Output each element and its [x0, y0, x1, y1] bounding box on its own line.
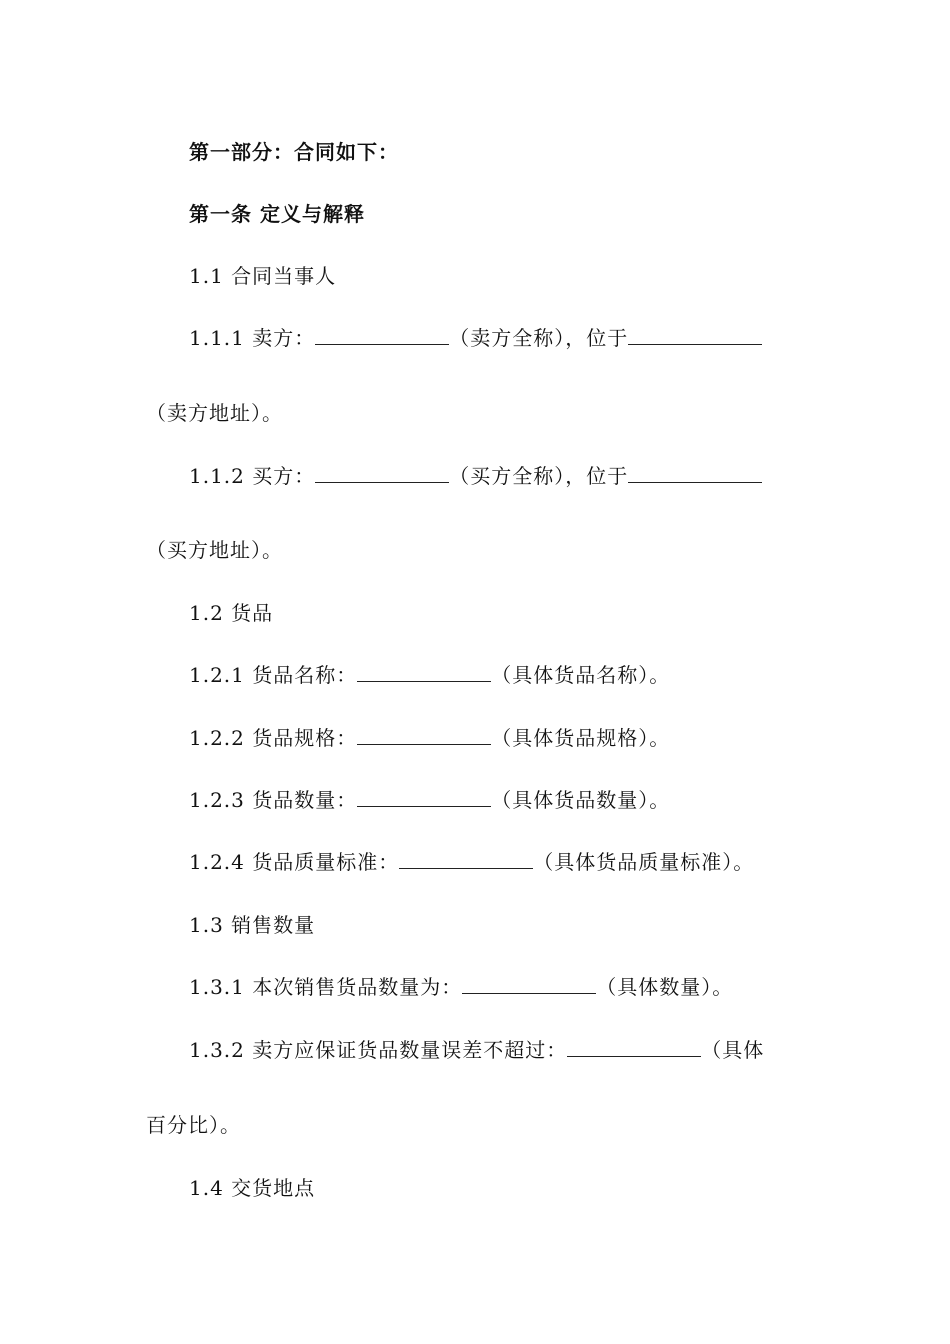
goods-name-blank[interactable] [357, 663, 491, 682]
clause-1-1-2 [189, 464, 762, 488]
clause-1-1-1-middle: （卖方全称），位于 [449, 326, 629, 350]
section-1-1: 1.1 合同当事人 [189, 264, 337, 288]
section-1-3: 1.3 销售数量 [189, 913, 316, 937]
clause-1-3-1 [189, 975, 733, 999]
clause-1-2-2-suffix: （具体货品规格）。 [491, 726, 671, 750]
clause-1-1-1-prefix: 1.1.1 卖方： [189, 326, 316, 350]
clause-1-2-3-prefix: 1.2.3 货品数量： [189, 788, 358, 812]
part-heading: 第一部分：合同如下： [189, 140, 399, 164]
quantity-tolerance-blank[interactable] [567, 1038, 701, 1057]
clause-1-2-1 [189, 663, 670, 687]
clause-1-2-3-suffix: （具体货品数量）。 [491, 788, 671, 812]
clause-1-1-2-middle: （买方全称），位于 [449, 464, 629, 488]
section-1-4: 1.4 交货地点 [189, 1176, 316, 1200]
clause-1-3-2-continuation: 百分比）。 [146, 1113, 241, 1137]
clause-1-2-4-prefix: 1.2.4 货品质量标准： [189, 850, 400, 874]
clause-1-3-1-prefix: 1.3.1 本次销售货品数量为： [189, 975, 463, 999]
clause-1-3-1-suffix: （具体数量）。 [596, 975, 734, 999]
buyer-name-blank[interactable] [315, 464, 449, 483]
clause-1-1-2-continuation: （买方地址）。 [146, 538, 283, 562]
clause-1-2-1-prefix: 1.2.1 货品名称： [189, 663, 358, 687]
article-heading: 第一条 定义与解释 [189, 202, 365, 226]
clause-1-1-2-prefix: 1.1.2 买方： [189, 464, 316, 488]
buyer-address-blank[interactable] [628, 464, 762, 483]
clause-1-2-2-prefix: 1.2.2 货品规格： [189, 726, 358, 750]
clause-1-3-2 [189, 1038, 764, 1062]
clause-1-3-2-suffix: （具体 [701, 1038, 765, 1062]
section-1-2: 1.2 货品 [189, 601, 274, 625]
seller-address-blank[interactable] [628, 326, 762, 345]
goods-quality-blank[interactable] [399, 850, 533, 869]
clause-1-2-1-suffix: （具体货品名称）。 [491, 663, 671, 687]
sales-quantity-blank[interactable] [462, 975, 596, 994]
clause-1-1-1-continuation: （卖方地址）。 [146, 401, 283, 425]
clause-1-3-2-prefix: 1.3.2 卖方应保证货品数量误差不超过： [189, 1038, 568, 1062]
seller-name-blank[interactable] [315, 326, 449, 345]
clause-1-2-4-suffix: （具体货品质量标准）。 [533, 850, 755, 874]
clause-1-2-2 [189, 726, 670, 750]
clause-1-2-4 [189, 850, 754, 874]
goods-spec-blank[interactable] [357, 726, 491, 745]
clause-1-2-3 [189, 788, 670, 812]
goods-quantity-blank[interactable] [357, 788, 491, 807]
clause-1-1-1 [189, 326, 762, 350]
